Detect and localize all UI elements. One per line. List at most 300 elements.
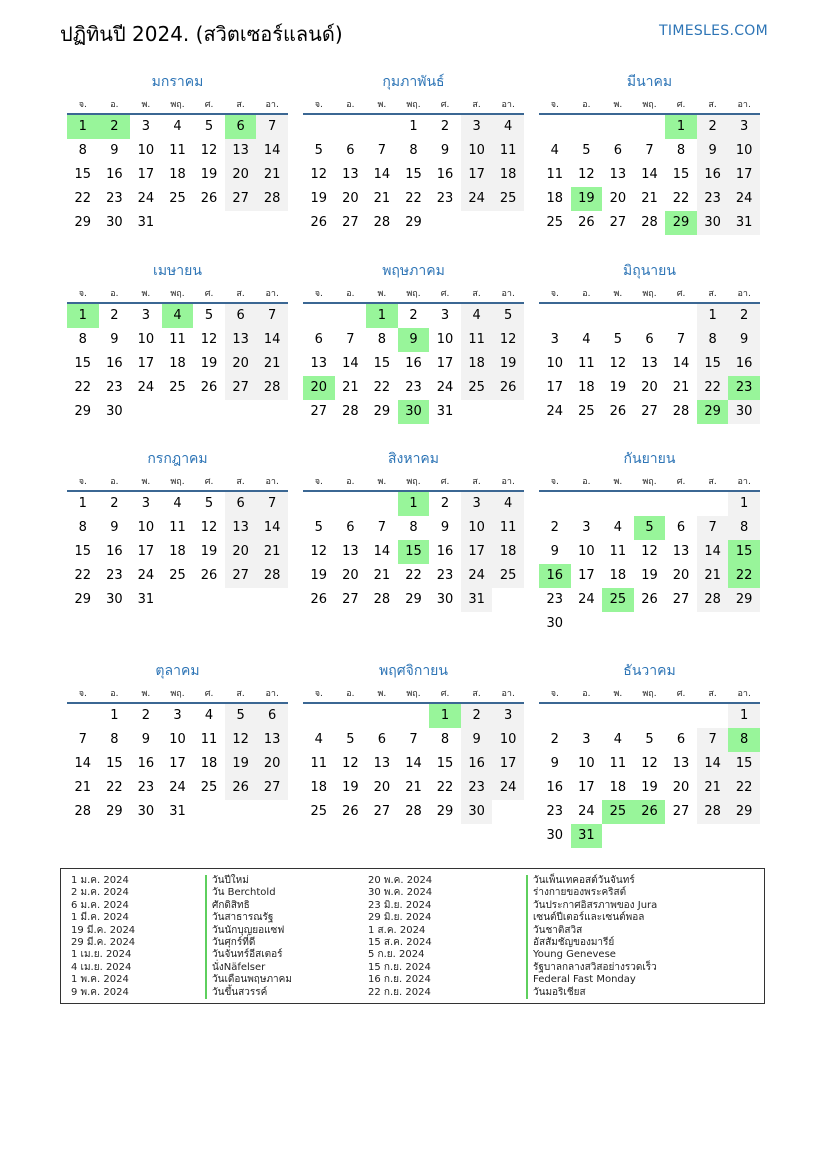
day-cell: 9: [110, 332, 119, 347]
week-row: [67, 187, 288, 211]
weekend-day-cell: 9: [461, 728, 493, 752]
month-name: มีนาคม: [626, 74, 673, 90]
empty-cell: [256, 400, 288, 424]
week-row: [67, 352, 288, 376]
weekday-label: พ.: [613, 289, 623, 299]
holiday-day-cell: 26: [634, 800, 666, 824]
month-block: [539, 72, 760, 235]
day-cell: 23: [106, 568, 123, 583]
holiday-entry: วันขึ้นสวรรค์: [205, 987, 292, 999]
week-row: [539, 564, 760, 588]
day-cell: 6: [676, 520, 686, 535]
empty-cell: [697, 612, 729, 636]
empty-cell: [193, 211, 225, 235]
empty-cell: [492, 800, 524, 824]
day-cell: 4: [613, 520, 623, 535]
day-cell: 2: [550, 520, 559, 535]
day-cell: 3: [582, 520, 591, 535]
day-cell: 20: [672, 568, 690, 583]
week-row: [303, 800, 524, 824]
weekend-day-cell: 26: [225, 776, 257, 800]
week-row: [539, 492, 760, 516]
weekday-label: อา.: [737, 477, 751, 487]
week-row: [67, 492, 288, 516]
day-cell: 27: [609, 215, 627, 230]
day-cell: 5: [645, 732, 654, 747]
day-cell: 16: [106, 356, 123, 371]
empty-cell: [225, 400, 257, 424]
month-block: [539, 449, 760, 636]
holiday-entry: 29 มี.ค. 2024: [71, 936, 136, 948]
day-cell: 25: [578, 404, 595, 419]
week-row: [303, 376, 524, 400]
week-row: [67, 704, 288, 728]
day-cell: 4: [582, 332, 591, 347]
weekday-label: อ.: [110, 477, 119, 487]
week-row: [539, 704, 760, 728]
empty-cell: [602, 704, 634, 728]
weekend-day-cell: 27: [225, 376, 257, 400]
day-cell: 24: [137, 191, 155, 206]
week-row: [539, 211, 760, 235]
week-row: [303, 752, 524, 776]
day-cell: 5: [204, 308, 214, 323]
weekend-day-cell: 28: [256, 564, 288, 588]
weekend-day-cell: 5: [492, 304, 524, 328]
day-cell: 4: [173, 119, 182, 134]
week-row: [303, 211, 524, 235]
week-row: [539, 588, 760, 612]
empty-cell: [665, 704, 697, 728]
weekend-day-cell: 23: [461, 776, 493, 800]
weekday-label: อา.: [737, 289, 751, 299]
month-block: [539, 261, 760, 424]
weekday-label: พฤ.: [642, 100, 657, 110]
day-cell: 23: [546, 804, 564, 819]
empty-cell: [366, 704, 398, 728]
weekend-day-cell: 10: [461, 139, 493, 163]
week-row: [303, 163, 524, 187]
weekday-label: ศ.: [440, 689, 450, 699]
day-cell: 26: [200, 568, 218, 583]
day-cell: 12: [609, 356, 627, 371]
day-cell: 22: [672, 191, 690, 206]
weekday-label: ศ.: [204, 100, 214, 110]
day-cell: 25: [169, 191, 186, 206]
day-cell: 30: [436, 592, 454, 607]
weekend-day-cell: 28: [697, 588, 729, 612]
weekend-day-cell: 19: [225, 752, 257, 776]
day-cell: 27: [672, 592, 690, 607]
month-name: มกราคม: [151, 74, 204, 90]
day-cell: 27: [310, 404, 328, 419]
month-name: เมษายน: [153, 263, 202, 279]
day-cell: 2: [141, 708, 151, 723]
holiday-day-cell: 1: [67, 304, 99, 328]
day-cell: 5: [204, 496, 214, 511]
empty-cell: [539, 115, 571, 139]
weekend-day-cell: 16: [697, 163, 729, 187]
empty-cell: [634, 824, 666, 848]
day-cell: 17: [578, 780, 595, 795]
week-row: [539, 776, 760, 800]
weekend-day-cell: 6: [225, 304, 257, 328]
weekend-day-cell: 25: [492, 564, 524, 588]
day-cell: 11: [169, 520, 186, 535]
day-cell: 1: [409, 119, 418, 134]
holiday-entry: 22 ก.ย. 2024: [368, 986, 431, 998]
day-cell: 10: [169, 732, 186, 747]
holiday-day-cell: 4: [162, 304, 194, 328]
day-cell: 22: [74, 191, 92, 206]
weekday-label: พฤ.: [406, 289, 421, 299]
empty-cell: [303, 492, 335, 516]
empty-cell: [335, 304, 367, 328]
weekday-header: [67, 98, 288, 112]
day-cell: 26: [310, 215, 328, 230]
holiday-names-left: [205, 875, 292, 999]
holiday-entry: 15 ส.ค. 2024: [368, 936, 432, 948]
day-cell: 29: [405, 592, 422, 607]
weekend-day-cell: 16: [461, 752, 493, 776]
day-cell: 3: [550, 332, 559, 347]
week-row: [303, 704, 524, 728]
holiday-entry: 15 ก.ย. 2024: [368, 961, 431, 973]
weekday-header: [303, 98, 524, 112]
day-cell: 26: [578, 215, 595, 230]
day-cell: 27: [373, 804, 391, 819]
day-cell: 8: [78, 143, 87, 158]
weekend-day-cell: 24: [492, 776, 524, 800]
weekend-day-cell: 3: [728, 115, 760, 139]
day-cell: 19: [310, 191, 328, 206]
month-name: พฤศจิกายน: [379, 663, 448, 679]
day-cell: 14: [373, 544, 391, 559]
weekend-day-cell: 29: [728, 588, 760, 612]
day-cell: 6: [314, 332, 323, 347]
day-cell: 2: [440, 496, 450, 511]
empty-cell: [303, 115, 335, 139]
month-block: [67, 72, 288, 235]
weekend-day-cell: 31: [728, 211, 760, 235]
day-cell: 8: [78, 520, 87, 535]
holiday-entry: วันประกาศอิสรภาพของ Jura: [526, 900, 657, 912]
day-cell: 2: [550, 732, 559, 747]
empty-cell: [602, 304, 634, 328]
weekday-label: ศ.: [440, 289, 450, 299]
weekday-label: ส.: [236, 689, 245, 699]
weekday-label: ส.: [472, 100, 481, 110]
site-logo[interactable]: TIMESLES.COM: [659, 23, 768, 39]
day-cell: 1: [110, 708, 119, 723]
weekday-label: ส.: [472, 477, 481, 487]
weekday-label: ส.: [708, 689, 717, 699]
week-row: [539, 187, 760, 211]
weekend-day-cell: 30: [697, 211, 729, 235]
day-cell: 7: [409, 732, 418, 747]
week-row: [67, 588, 288, 612]
holiday-entry: วันศุกร์ที่ดี: [205, 937, 292, 949]
holiday-entry: ศักดิสิทธิ: [205, 900, 292, 912]
day-cell: 15: [672, 167, 690, 182]
day-cell: 8: [110, 732, 119, 747]
day-cell: 12: [310, 544, 328, 559]
day-cell: 25: [169, 380, 186, 395]
week-row: [67, 516, 288, 540]
day-cell: 26: [200, 191, 218, 206]
holiday-entry: อัสสัมชัญของมารีย์: [526, 937, 657, 949]
weekend-day-cell: 3: [461, 492, 493, 516]
month-name: พฤษภาคม: [382, 263, 445, 279]
empty-cell: [193, 588, 225, 612]
week-row: [67, 211, 288, 235]
holiday-day-cell: 16: [539, 564, 571, 588]
weekday-label: พฤ.: [406, 689, 421, 699]
weekend-day-cell: 11: [492, 516, 524, 540]
weekday-label: จ.: [550, 477, 559, 487]
day-cell: 9: [440, 143, 450, 158]
day-cell: 29: [74, 215, 92, 230]
weekday-label: จ.: [78, 100, 87, 110]
day-cell: 31: [137, 215, 155, 230]
day-cell: 4: [204, 708, 214, 723]
day-cell: 6: [645, 332, 654, 347]
day-cell: 28: [405, 804, 422, 819]
empty-cell: [697, 824, 729, 848]
weekend-day-cell: 21: [697, 564, 729, 588]
week-row: [67, 800, 288, 824]
weekday-label: จ.: [550, 689, 559, 699]
day-cell: 14: [342, 356, 359, 371]
week-row: [67, 540, 288, 564]
empty-cell: [634, 704, 666, 728]
weekend-day-cell: 21: [697, 776, 729, 800]
week-row: [67, 776, 288, 800]
holiday-entry: วันเพ็นเทคอสต์วันจันทร์: [526, 875, 657, 887]
day-cell: 30: [106, 215, 123, 230]
weekday-label: จ.: [78, 289, 87, 299]
empty-cell: [162, 400, 194, 424]
week-row: [539, 800, 760, 824]
day-cell: 16: [436, 167, 454, 182]
day-cell: 21: [373, 568, 391, 583]
weekday-label: จ.: [314, 100, 323, 110]
weekday-label: ศ.: [676, 477, 686, 487]
day-cell: 4: [173, 496, 182, 511]
month-block: [303, 261, 524, 424]
day-cell: 6: [377, 732, 387, 747]
weekday-label: ส.: [708, 100, 717, 110]
day-cell: 3: [440, 308, 450, 323]
day-cell: 18: [169, 167, 186, 182]
empty-cell: [634, 492, 666, 516]
weekday-label: ส.: [472, 689, 481, 699]
day-cell: 18: [169, 356, 186, 371]
weekday-label: ส.: [708, 289, 717, 299]
week-row: [539, 612, 760, 636]
weekend-day-cell: 2: [697, 115, 729, 139]
weekday-label: พฤ.: [170, 477, 185, 487]
weekday-label: ศ.: [676, 289, 686, 299]
week-row: [303, 352, 524, 376]
weekend-day-cell: 18: [492, 540, 524, 564]
week-row: [539, 328, 760, 352]
day-cell: 27: [672, 804, 690, 819]
empty-cell: [665, 824, 697, 848]
weekday-label: พฤ.: [170, 689, 185, 699]
weekend-day-cell: 17: [461, 540, 493, 564]
empty-cell: [130, 400, 162, 424]
day-cell: 24: [436, 380, 454, 395]
day-cell: 25: [169, 568, 186, 583]
weekend-day-cell: 8: [697, 328, 729, 352]
holiday-entry: วันนักบุญยอแซฟ: [205, 925, 292, 937]
empty-cell: [665, 492, 697, 516]
day-cell: 24: [137, 568, 155, 583]
day-cell: 11: [169, 332, 186, 347]
holiday-day-cell: 1: [665, 115, 697, 139]
weekday-label: พ.: [613, 477, 623, 487]
day-cell: 9: [440, 520, 450, 535]
day-cell: 22: [373, 380, 391, 395]
weekend-day-cell: 13: [225, 516, 257, 540]
weekday-label: พฤ.: [406, 477, 421, 487]
empty-cell: [728, 612, 760, 636]
day-cell: 11: [578, 356, 595, 371]
empty-cell: [256, 800, 288, 824]
week-row: [67, 328, 288, 352]
empty-cell: [193, 400, 225, 424]
empty-cell: [539, 492, 571, 516]
empty-cell: [602, 824, 634, 848]
day-cell: 22: [405, 568, 422, 583]
week-row: [67, 728, 288, 752]
week-row: [303, 304, 524, 328]
day-cell: 13: [672, 756, 690, 771]
day-cell: 10: [436, 332, 454, 347]
weekend-day-cell: 30: [728, 400, 760, 424]
weekend-day-cell: 24: [461, 187, 493, 211]
holiday-entry: รัฐบาลกลางสวิสอย่างรวดเร็ว: [526, 962, 657, 974]
holiday-day-cell: 1: [429, 704, 461, 728]
weekend-day-cell: 4: [461, 304, 493, 328]
weekend-day-cell: 20: [225, 540, 257, 564]
month-name: ตุลาคม: [155, 663, 200, 679]
day-cell: 7: [377, 520, 387, 535]
day-cell: 12: [641, 544, 658, 559]
weekend-day-cell: 2: [461, 704, 493, 728]
empty-cell: [335, 492, 367, 516]
day-cell: 18: [200, 756, 218, 771]
day-cell: 30: [546, 828, 564, 843]
day-cell: 5: [582, 143, 591, 158]
holiday-entry: 1 ส.ค. 2024: [368, 924, 426, 936]
weekday-label: ศ.: [440, 100, 450, 110]
week-row: [303, 516, 524, 540]
day-cell: 5: [346, 732, 355, 747]
day-cell: 20: [672, 780, 690, 795]
day-cell: 24: [546, 404, 564, 419]
day-cell: 10: [137, 520, 155, 535]
weekend-day-cell: 18: [461, 352, 493, 376]
weekday-label: ส.: [236, 100, 245, 110]
day-cell: 15: [405, 167, 422, 182]
weekday-label: พ.: [141, 689, 151, 699]
weekend-day-cell: 17: [492, 752, 524, 776]
weekend-day-cell: 27: [256, 776, 288, 800]
holiday-day-cell: 29: [665, 211, 697, 235]
holiday-dates-left: [71, 875, 135, 999]
day-cell: 11: [200, 732, 218, 747]
weekend-day-cell: 7: [256, 304, 288, 328]
day-cell: 29: [373, 404, 391, 419]
day-cell: 11: [546, 167, 564, 182]
holiday-entry: วันจันทร์อีสเตอร์: [205, 949, 292, 961]
holiday-dates-right: [368, 875, 432, 999]
day-cell: 17: [436, 356, 454, 371]
day-cell: 10: [137, 332, 155, 347]
weekday-label: ศ.: [204, 477, 214, 487]
weekday-label: อ.: [346, 689, 355, 699]
day-cell: 5: [204, 119, 214, 134]
holiday-entry: วัน Berchtold: [205, 887, 292, 899]
holiday-day-cell: 2: [99, 115, 131, 139]
day-cell: 21: [641, 191, 658, 206]
day-cell: 22: [405, 191, 422, 206]
day-cell: 25: [200, 780, 218, 795]
holiday-entry: วันปีใหม่: [205, 875, 292, 887]
day-cell: 6: [676, 732, 686, 747]
holiday-entry: 30 พ.ค. 2024: [368, 887, 433, 899]
month-block: [539, 661, 760, 848]
weekend-day-cell: 4: [492, 492, 524, 516]
holiday-entry: 4 เม.ย. 2024: [71, 961, 132, 973]
day-cell: 8: [440, 732, 450, 747]
weekend-day-cell: 9: [697, 139, 729, 163]
week-row: [303, 776, 524, 800]
day-cell: 4: [613, 732, 623, 747]
day-cell: 4: [314, 732, 323, 747]
day-cell: 17: [137, 167, 155, 182]
weekday-label: พฤ.: [406, 100, 421, 110]
day-cell: 21: [74, 780, 92, 795]
day-cell: 5: [314, 520, 323, 535]
weekend-day-cell: 9: [728, 328, 760, 352]
day-cell: 29: [74, 592, 92, 607]
day-cell: 20: [373, 780, 391, 795]
week-row: [539, 516, 760, 540]
day-cell: 30: [137, 804, 155, 819]
holiday-names-right: [526, 875, 657, 999]
weekend-day-cell: 22: [697, 376, 729, 400]
weekday-label: พฤ.: [170, 100, 185, 110]
day-cell: 13: [342, 544, 359, 559]
weekend-day-cell: 16: [728, 352, 760, 376]
weekday-label: อ.: [582, 689, 591, 699]
weekday-label: อา.: [501, 100, 515, 110]
day-cell: 23: [106, 380, 123, 395]
weekday-label: พฤ.: [642, 477, 657, 487]
weekday-label: พ.: [377, 689, 387, 699]
day-cell: 3: [141, 119, 151, 134]
week-row: [67, 564, 288, 588]
day-cell: 17: [546, 380, 564, 395]
day-cell: 19: [342, 780, 359, 795]
day-cell: 24: [137, 380, 155, 395]
day-cell: 27: [342, 592, 359, 607]
day-cell: 30: [546, 616, 564, 631]
weekday-label: อา.: [737, 100, 751, 110]
